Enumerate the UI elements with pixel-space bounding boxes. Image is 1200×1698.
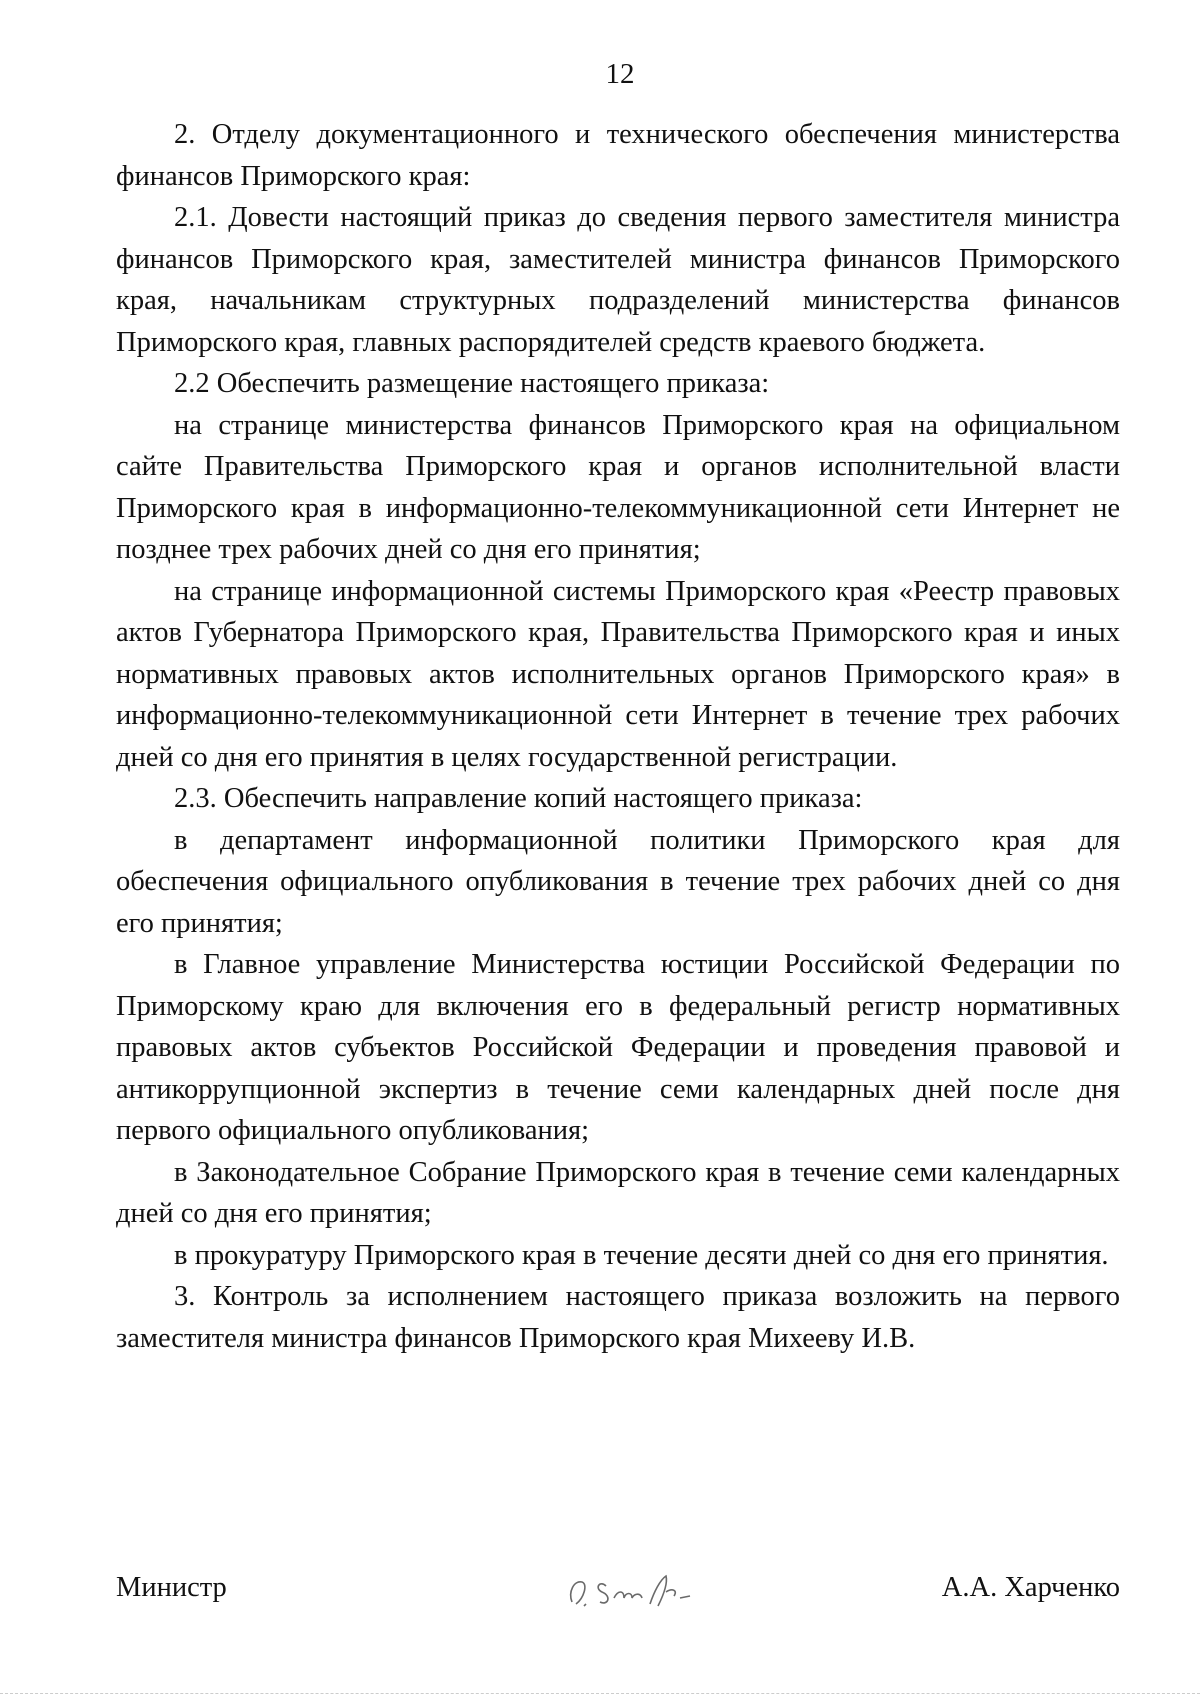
paragraph-2-3-item-4: в прокуратуру Приморского края в течение десяти дней со дня его принятия.: [174, 1239, 1109, 1271]
document-body: [116, 114, 1120, 1359]
signature-block: [116, 1562, 1120, 1622]
paragraph-3: 3. Контроль за исполнением настоящего приказа возложить на первого заместителя министра финансов Приморского края Михееву И.В.: [116, 1281, 1120, 1354]
page-number: 12: [605, 58, 635, 90]
paragraph-2-2-item-2: на странице информационной системы Приморского края «Реестр правовых актов Губернатора Приморского края, Правительства Приморского края и иных нормативных правовых актов исполнительных органов Приморского края» в информационно-телекоммуникационной сети Интернет в течение трех рабочих дней со дня его принятия в целях государственной регистрации.: [116, 575, 1120, 773]
paragraph-2-3-item-2: в Главное управление Министерства юстиции Российской Федерации по Приморскому краю для включения его в федеральный регистр нормативных правовых актов субъектов Российской Федерации и проведения правовой и антикоррупционной экспертиз в течение семи календарных дней после дня первого официального опубликования;: [116, 949, 1120, 1146]
paragraph-2-1: 2.1. Довести настоящий приказ до сведения первого заместителя министра финансов Приморского края, заместителей министра финансов Приморского края, начальникам структурных подразделений министерства финансов Приморского края, главных распорядителей средств краевого бюджета.: [116, 202, 1120, 358]
paragraph-2-3-item-3: в Законодательное Собрание Приморского края в течение семи календарных дней со дня его принятия;: [116, 1156, 1120, 1229]
paragraph-2: 2. Отделу документационного и технического обеспечения министерства финансов Приморского края:: [116, 119, 1120, 192]
paragraph-2-3-item-1: в департамент информационной политики Приморского края для обеспечения официального опубликования в течение трех рабочих дней со дня его принятия;: [116, 824, 1120, 939]
paragraph-2-2-item-1: на странице министерства финансов Приморского края на официальном сайте Правительства Приморского края и органов исполнительной власти Приморского края в информационно-телекоммуникационной сети Интернет не позднее трех рабочих дней со дня его принятия;: [116, 409, 1120, 565]
paragraph-2-3: 2.3. Обеспечить направление копий настоящего приказа:: [174, 783, 863, 814]
signatory-title: Министр: [116, 1572, 227, 1603]
handwritten-signature: [554, 1562, 724, 1622]
scan-edge-line: [0, 1693, 1200, 1694]
paragraph-2-2: 2.2 Обеспечить размещение настоящего приказа:: [174, 368, 770, 399]
signatory-name: А.А. Харченко: [941, 1572, 1120, 1603]
